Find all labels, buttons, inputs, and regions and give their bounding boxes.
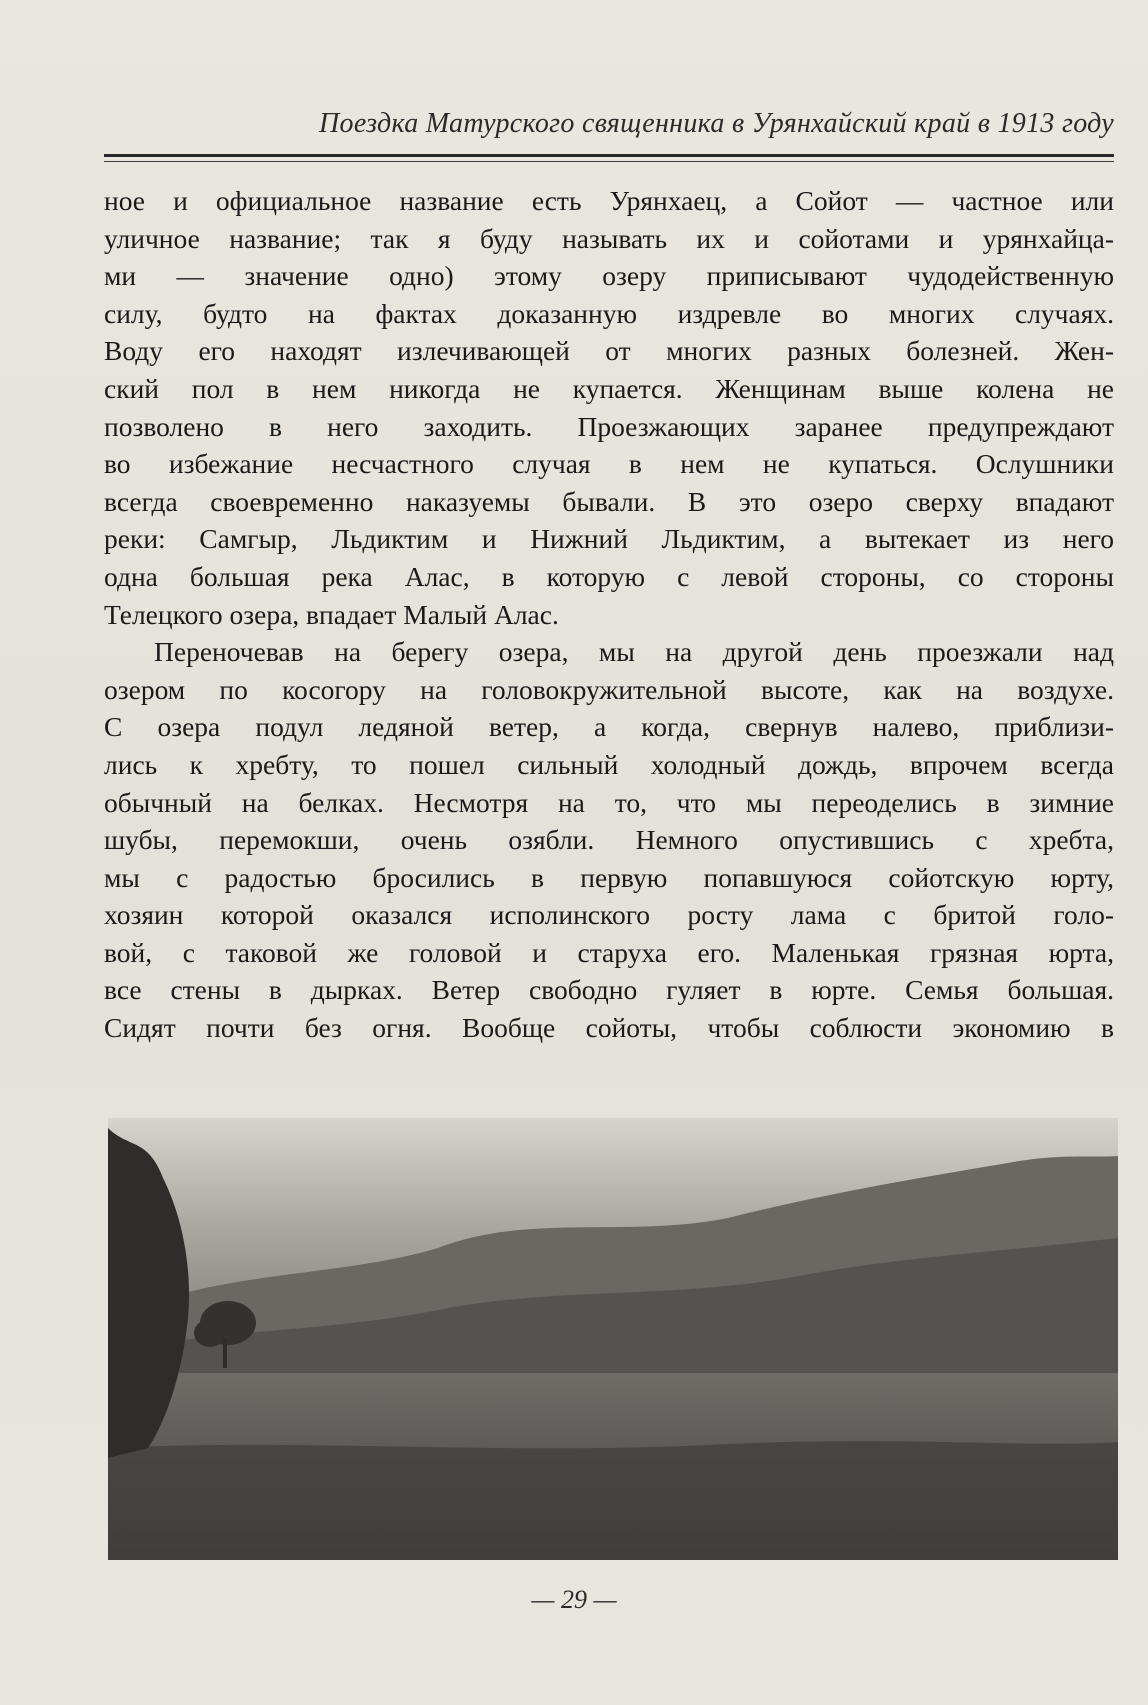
header-rule-thin — [104, 161, 1114, 162]
text-line: позволено в него заходить. Проезжающих заранее предупреждают — [104, 410, 1114, 442]
running-title: Поездка Матурского священника в Урянхайский край в 1913 году — [319, 108, 1114, 139]
text-line: хозяин которой оказался исполинского росту лама с бритой голо- — [104, 899, 1114, 931]
text-line: одна большая река Алас, в которую с левой стороны, со стороны — [104, 560, 1114, 592]
body-text — [104, 182, 1114, 1047]
text-line: ми — значение одно) этому озеру приписывают чудодейственную — [104, 260, 1114, 292]
paragraph-start-line: Переночевав на берегу озера, мы на другой день проезжали над — [154, 636, 1114, 668]
text-line: реки: Самгыр, Льдиктим и Нижний Льдиктим, а вытекает из него — [104, 523, 1114, 555]
text-line: ский пол в нем никогда не купается. Женщинам выше колена не — [104, 372, 1114, 404]
text-line: ное и официальное название есть Урянхаец, а Сойот — частное или — [104, 185, 1114, 216]
text-line: силу, будто на фактах доказанную издревле во многих случаях. — [104, 297, 1114, 329]
text-line: Телецкого озера, впадает Малый Алас. — [104, 598, 559, 630]
text-line: шубы, перемокши, очень озябли. Немного опустившись с хребта, — [104, 824, 1114, 856]
text-line: всегда своевременно наказуемы бывали. В это озеро сверху впадают — [104, 485, 1114, 517]
text-line: мы с радостью бросились в первую попавшуюся сойотскую юрту, — [104, 861, 1114, 893]
text-line: Воду его находят излечивающей от многих разных болезней. Жен- — [104, 335, 1114, 367]
text-line: вой, с таковой же головой и старуха его. Маленькая грязная юрта, — [104, 936, 1114, 968]
text-line: С озера подул ледяной ветер, а когда, свернув налево, приблизи- — [104, 711, 1114, 743]
text-line: озером по косогору на головокружительной высоте, как на воздухе. — [104, 673, 1114, 705]
text-line: уличное название; так я буду называть их и сойотами и урянхайца- — [104, 222, 1114, 254]
text-line: во избежание несчастного случая в нем не купаться. Ослушники — [104, 448, 1114, 480]
text-line: все стены в дырках. Ветер свободно гуляет в юрте. Семья большая. — [104, 974, 1114, 1006]
header-rule-thick — [104, 154, 1114, 157]
page-number: — 29 — — [531, 1585, 617, 1614]
landscape-photo — [108, 1118, 1118, 1560]
text-line: обычный на белках. Несмотря на то, что мы переоделись в зимние — [104, 786, 1114, 818]
text-line: Сидят почти без огня. Вообще сойоты, чтобы соблюсти экономию в — [104, 1012, 1114, 1044]
text-line: лись к хребту, то пошел сильный холодный дождь, впрочем всегда — [104, 748, 1114, 780]
